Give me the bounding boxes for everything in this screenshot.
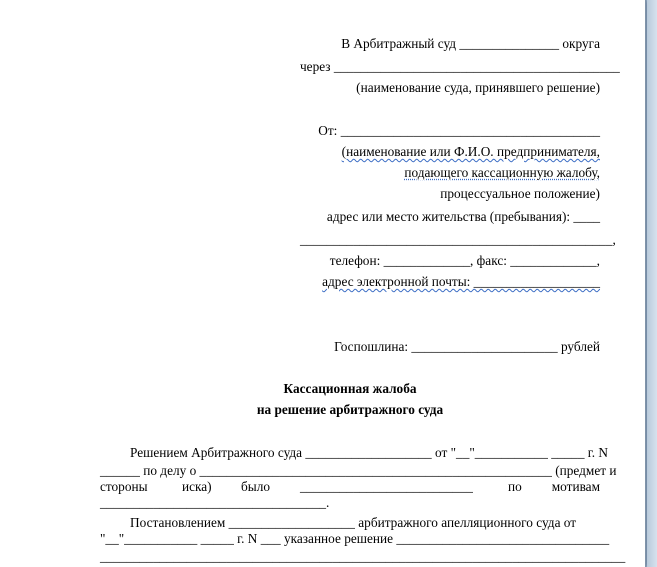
- email-line: [300, 274, 600, 290]
- phone-fax-line: телефон: _____________, факс: _____________,: [329, 253, 600, 268]
- document-subtitle: на решение арбитражного суда: [256, 402, 444, 417]
- window-frame-edge: [647, 0, 657, 567]
- email-line-text: адрес электронной почты: ___________________: [322, 274, 600, 289]
- from-caption-1: [300, 144, 600, 160]
- para1-word-motivam: мотивам: [551, 479, 600, 494]
- via-court-line: через ___________________________________________: [300, 59, 620, 74]
- state-fee-line: Госпошлина: ______________________ рублей: [334, 339, 600, 354]
- from-line: От: _______________________________________: [318, 123, 600, 138]
- document-title: Кассационная жалоба: [283, 381, 417, 396]
- para1-word-bylo: было: [241, 479, 270, 494]
- para1-word-iska: иска): [182, 479, 212, 494]
- para1-blank: __________________________: [300, 479, 473, 494]
- from-caption-1-text: (наименование или Ф.И.О. предпринимателя,: [341, 144, 600, 159]
- address-fill-line: _______________________________________________,: [300, 232, 616, 247]
- para1-line1: Решением Арбитражного суда ___________________ от "__"___________ _____ г. N: [130, 445, 608, 460]
- from-caption-3: процессуальное положение): [440, 186, 600, 201]
- para2-line3: _______________________________________________________________________________: [100, 549, 626, 564]
- from-caption-2-text: подающего кассационную жалобу,: [404, 165, 600, 180]
- via-court-caption: (наименование суда, принявшего решение): [356, 80, 600, 95]
- para2-line2: "__"___________ _____ г. N ___ указанное решение ________________________________: [100, 531, 610, 546]
- para1-word-po: по: [508, 479, 522, 494]
- para1-word-storony: стороны: [100, 479, 148, 494]
- address-line: адрес или место жительства (пребывания): ____: [326, 209, 600, 224]
- addressee-court-line: В Арбитражный суд _______________ округа: [341, 36, 600, 51]
- para1-line2: ______ по делу о _____________________________________________________ (предмет и: [100, 463, 617, 478]
- para2-line1: Постановлением ___________________ арбитражного апелляционного суда от: [130, 515, 577, 530]
- from-caption-2: [300, 165, 600, 181]
- para1-line4: __________________________________.: [100, 495, 330, 510]
